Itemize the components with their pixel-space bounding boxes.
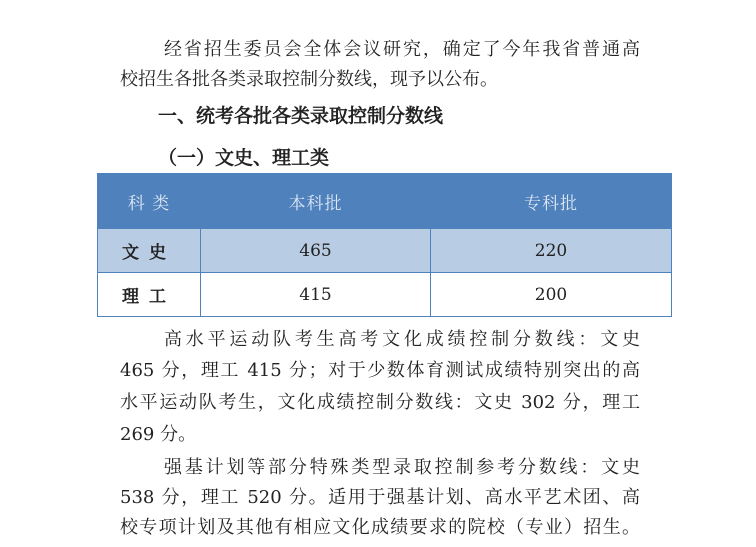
paragraph-line: 强基计划等部分特殊类型录取控制参考分数线：文史 [164,457,640,478]
category-cell: 文史 [98,229,201,273]
undergrad-cell: 465 [201,229,431,273]
junior-cell: 200 [431,273,672,317]
intro-line: 经省招生委员会全体会议研究，确定了今年我省普通高 [164,39,640,60]
header-junior: 专科批 [431,174,672,229]
section-title: 一、统考各批各类录取控制分数线 [158,105,444,127]
paragraph-line: 538 分，理工 520 分。适用于强基计划、高水平艺术团、高 [120,487,640,508]
paragraph-line: 高水平运动队考生高考文化成绩控制分数线：文史 [164,329,640,350]
table-header-row [98,174,672,229]
junior-cell: 220 [431,229,672,273]
undergrad-cell: 415 [201,273,431,317]
table-row [98,229,672,273]
intro-line: 校招生各批各类录取控制分数线，现予以公布。 [120,69,498,90]
table-row [98,273,672,317]
subsection-title: （一）文史、理工类 [158,147,330,169]
paragraph-line: 269 分。 [120,424,197,445]
paragraph-line: 校专项计划及其他有相应文化成绩要求的院校（专业）招生。 [120,517,640,538]
paragraph-line: 水平运动队考生，文化成绩控制分数线：文史 302 分，理工 [120,392,640,413]
header-category: 科 类 [98,174,201,229]
score-table [97,173,672,317]
paragraph-line: 465 分，理工 415 分；对于少数体育测试成绩特别突出的高 [120,360,640,381]
header-undergrad: 本科批 [201,174,431,229]
category-cell: 理工 [98,273,201,317]
